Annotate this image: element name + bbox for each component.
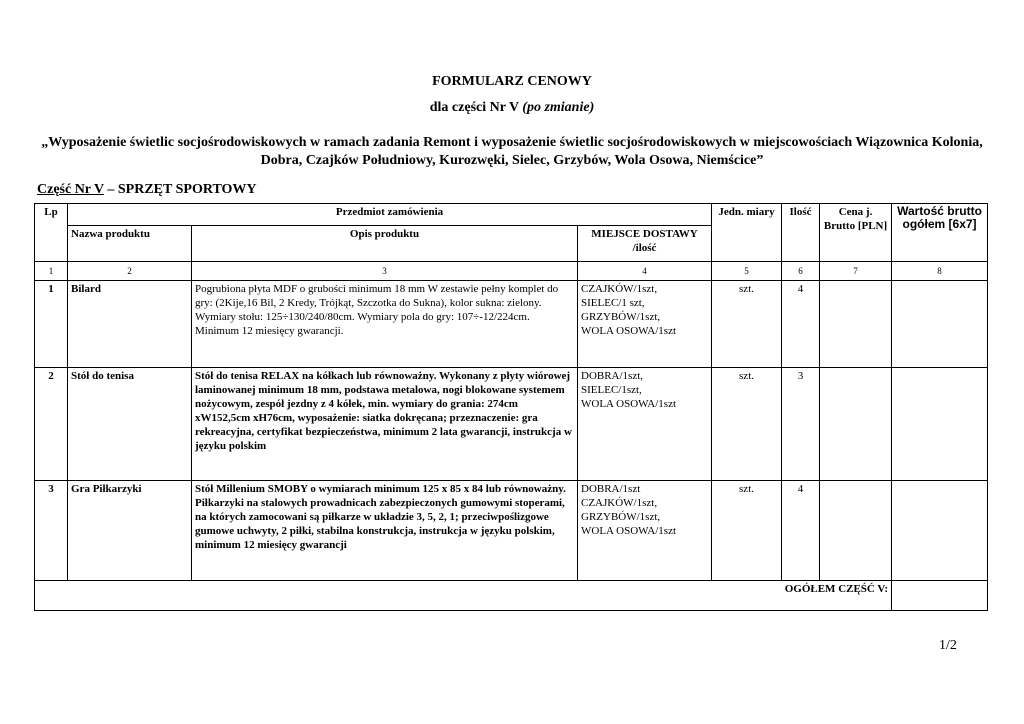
- header-unit: Jedn. miary: [712, 204, 782, 262]
- row-value: [892, 481, 988, 581]
- row-description: Pogrubiona płyta MDF o grubości minimum 18 mm W zestawie pełny komplet do gry: (2Kije,16 Bil, 2 Kredy, Trójkąt, Szczotka do Sukna), kolor sukna: zielony. Wymiary stołu: 125÷130/240/80cm. Wymiary pola do gry: 107÷-12/224cm. Minimum 12 miesięcy gwarancji.: [192, 281, 578, 368]
- header-delivery: MIEJSCE DOSTAWY /ilość: [578, 226, 712, 262]
- row-description: Stół Millenium SMOBY o wymiarach minimum 125 x 85 x 84 lub równoważny. Piłkarzyki na stalowych prowadnicach zabezpieczonych gumowymi stoperami, na których zamocowani są piłkarze w układzie 3, 5, 2, 1; przeciwpoślizgowe gumowe uchwyty, 2 piłki, stabilna konstrukcja, instrukcja w języku polskim, minimum 12 miesięcy gwarancji: [192, 481, 578, 581]
- row-price: [820, 481, 892, 581]
- col-number: 7: [820, 262, 892, 281]
- row-lp: 3: [35, 481, 68, 581]
- total-value: [892, 581, 988, 611]
- row-description: Stół do tenisa RELAX na kółkach lub równoważny. Wykonany z płyty wiórowej laminowanej minimum 18 mm, podstawa metalowa, nogi blokowane systemem nożycowym, zespół jezdny z 4 kółek, min. wymiary do grania: 274cm xW152,5cm xH76cm, wyposażenie: siatka dokręcana; przeznaczenie: gra rekreacyjna, certyfikat bezpieczeństwa, minimum 2 lata gwarancji, instrukcja w języku polskim: [192, 368, 578, 481]
- section-label: Część Nr V: [37, 182, 104, 197]
- row-name: Gra Piłkarzyki: [68, 481, 192, 581]
- row-qty: 3: [782, 368, 820, 481]
- subtitle-main: dla części Nr V: [429, 100, 519, 115]
- row-name: Bilard: [68, 281, 192, 368]
- col-number: 8: [892, 262, 988, 281]
- col-number: 6: [782, 262, 820, 281]
- col-number: 5: [712, 262, 782, 281]
- subtitle-italic: (po zmianie): [522, 100, 595, 115]
- row-qty: 4: [782, 281, 820, 368]
- header-price: Cena j. Brutto [PLN]: [820, 204, 892, 262]
- col-number: 3: [192, 262, 578, 281]
- header-qty: Ilość: [782, 204, 820, 262]
- col-number: 1: [35, 262, 68, 281]
- row-delivery: DOBRA/1szt CZAJKÓW/1szt, GRZYBÓW/1szt, WOLA OSOWA/1szt: [578, 481, 712, 581]
- row-value: [892, 368, 988, 481]
- header-lp: Lp: [35, 204, 68, 262]
- row-price: [820, 281, 892, 368]
- row-unit: szt.: [712, 481, 782, 581]
- column-number-row: [35, 262, 988, 281]
- row-unit: szt.: [712, 368, 782, 481]
- section-title: – SPRZĘT SPORTOWY: [103, 182, 257, 197]
- form-title: FORMULARZ CENOWY: [432, 74, 592, 89]
- row-delivery: CZAJKÓW/1szt, SIELEC/1 szt, GRZYBÓW/1szt, WOLA OSOWA/1szt: [578, 281, 712, 368]
- row-qty: 4: [782, 481, 820, 581]
- header-value: Wartość brutto ogółem [6x7]: [892, 204, 988, 262]
- header-name: Nazwa produktu: [68, 226, 192, 262]
- row-unit: szt.: [712, 281, 782, 368]
- header-description: Opis produktu: [192, 226, 578, 262]
- row-delivery: DOBRA/1szt, SIELEC/1szt, WOLA OSOWA/1szt: [578, 368, 712, 481]
- row-value: [892, 281, 988, 368]
- section-heading: [37, 182, 257, 198]
- col-number: 2: [68, 262, 192, 281]
- total-label: OGÓŁEM CZĘŚĆ V:: [35, 581, 892, 611]
- row-price: [820, 368, 892, 481]
- price-table: [34, 203, 988, 611]
- col-number: 4: [578, 262, 712, 281]
- row-lp: 2: [35, 368, 68, 481]
- table-row: [35, 281, 988, 368]
- row-lp: 1: [35, 281, 68, 368]
- page-number: 1/2: [939, 638, 957, 653]
- table-row: [35, 368, 988, 481]
- form-subtitle: [0, 100, 1024, 116]
- header-subject: Przedmiot zamówienia: [68, 204, 712, 226]
- form-description: „Wyposażenie świetlic socjośrodowiskowych w ramach zadania Remont i wyposażenie świetlic socjośrodowiskowych w miejscowościach Wiązownica Kolonia, Dobra, Czajków Południowy, Kurozwęki, Sielec, Grzybów, Wola Osowa, Niemścice”: [41, 135, 983, 168]
- row-name: Stół do tenisa: [68, 368, 192, 481]
- table-row: [35, 481, 988, 581]
- total-row: [35, 581, 988, 611]
